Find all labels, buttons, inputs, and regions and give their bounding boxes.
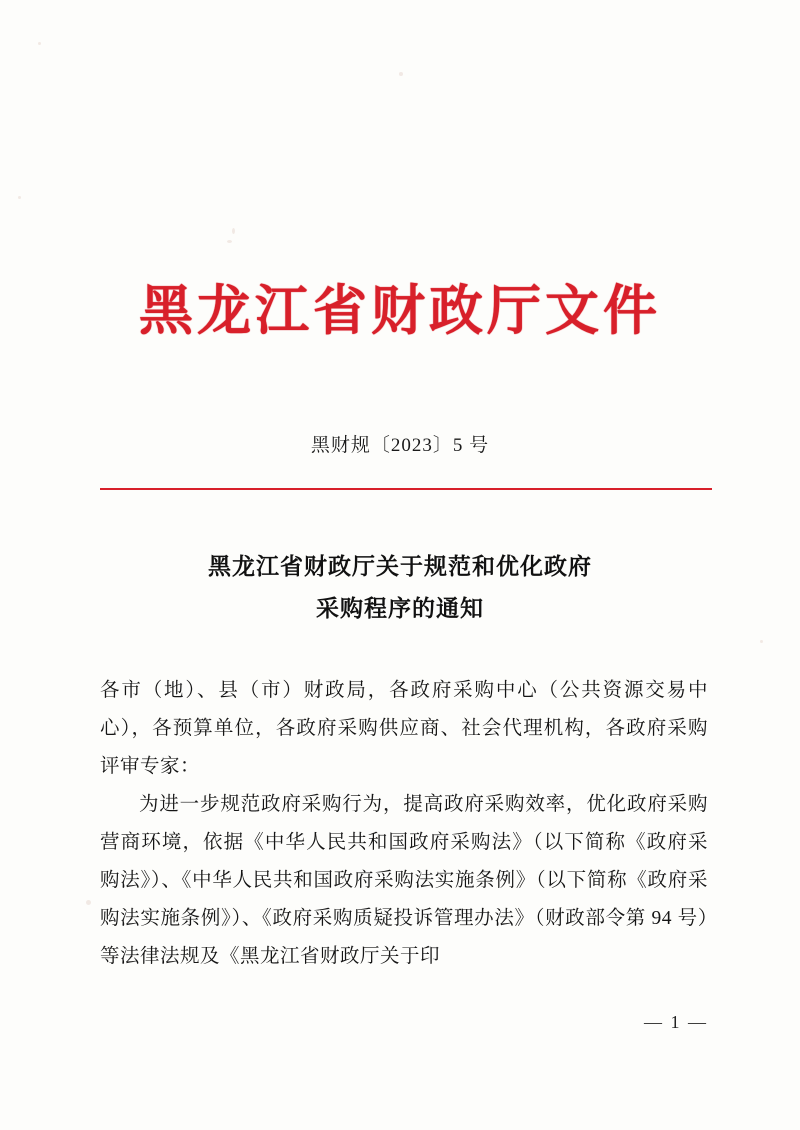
addressee-paragraph: 各市（地）、县（市）财政局，各政府采购中心（公共资源交易中心），各预算单位，各政府采购供应商、社会代理机构，各政府采购评审专家：	[100, 680, 708, 777]
paper-speck	[399, 72, 403, 76]
paper-speck	[18, 196, 21, 199]
subject-line-2: 采购程序的通知	[316, 596, 484, 621]
paper-speck	[232, 228, 235, 234]
paper-speck	[38, 42, 41, 45]
red-horizontal-rule	[100, 488, 712, 490]
masthead-title: 黑龙江省财政厅文件	[139, 281, 661, 341]
paper-speck	[227, 240, 232, 243]
paper-speck	[86, 900, 91, 905]
subject-line-1: 黑龙江省财政厅关于规范和优化政府	[208, 554, 592, 579]
document-subject	[0, 546, 800, 630]
document-body	[100, 672, 708, 976]
body-paragraph-1: 为进一步规范政府采购行为，提高政府采购效率，优化政府采购营商环境，依据《中华人民共和国政府采购法》（以下简称《政府采购法》）、《中华人民共和国政府采购法实施条例》（以下简称《政府采购法实施条例》）、《政府采购质疑投诉管理办法》（财政部令第 94 号）等法律法规及《黑龙江省财政厅关于印	[100, 794, 708, 967]
document-number: 黑财规〔2023〕5 号	[310, 435, 490, 456]
page-number: — 1 —	[644, 1012, 708, 1032]
paper-speck	[760, 640, 763, 643]
